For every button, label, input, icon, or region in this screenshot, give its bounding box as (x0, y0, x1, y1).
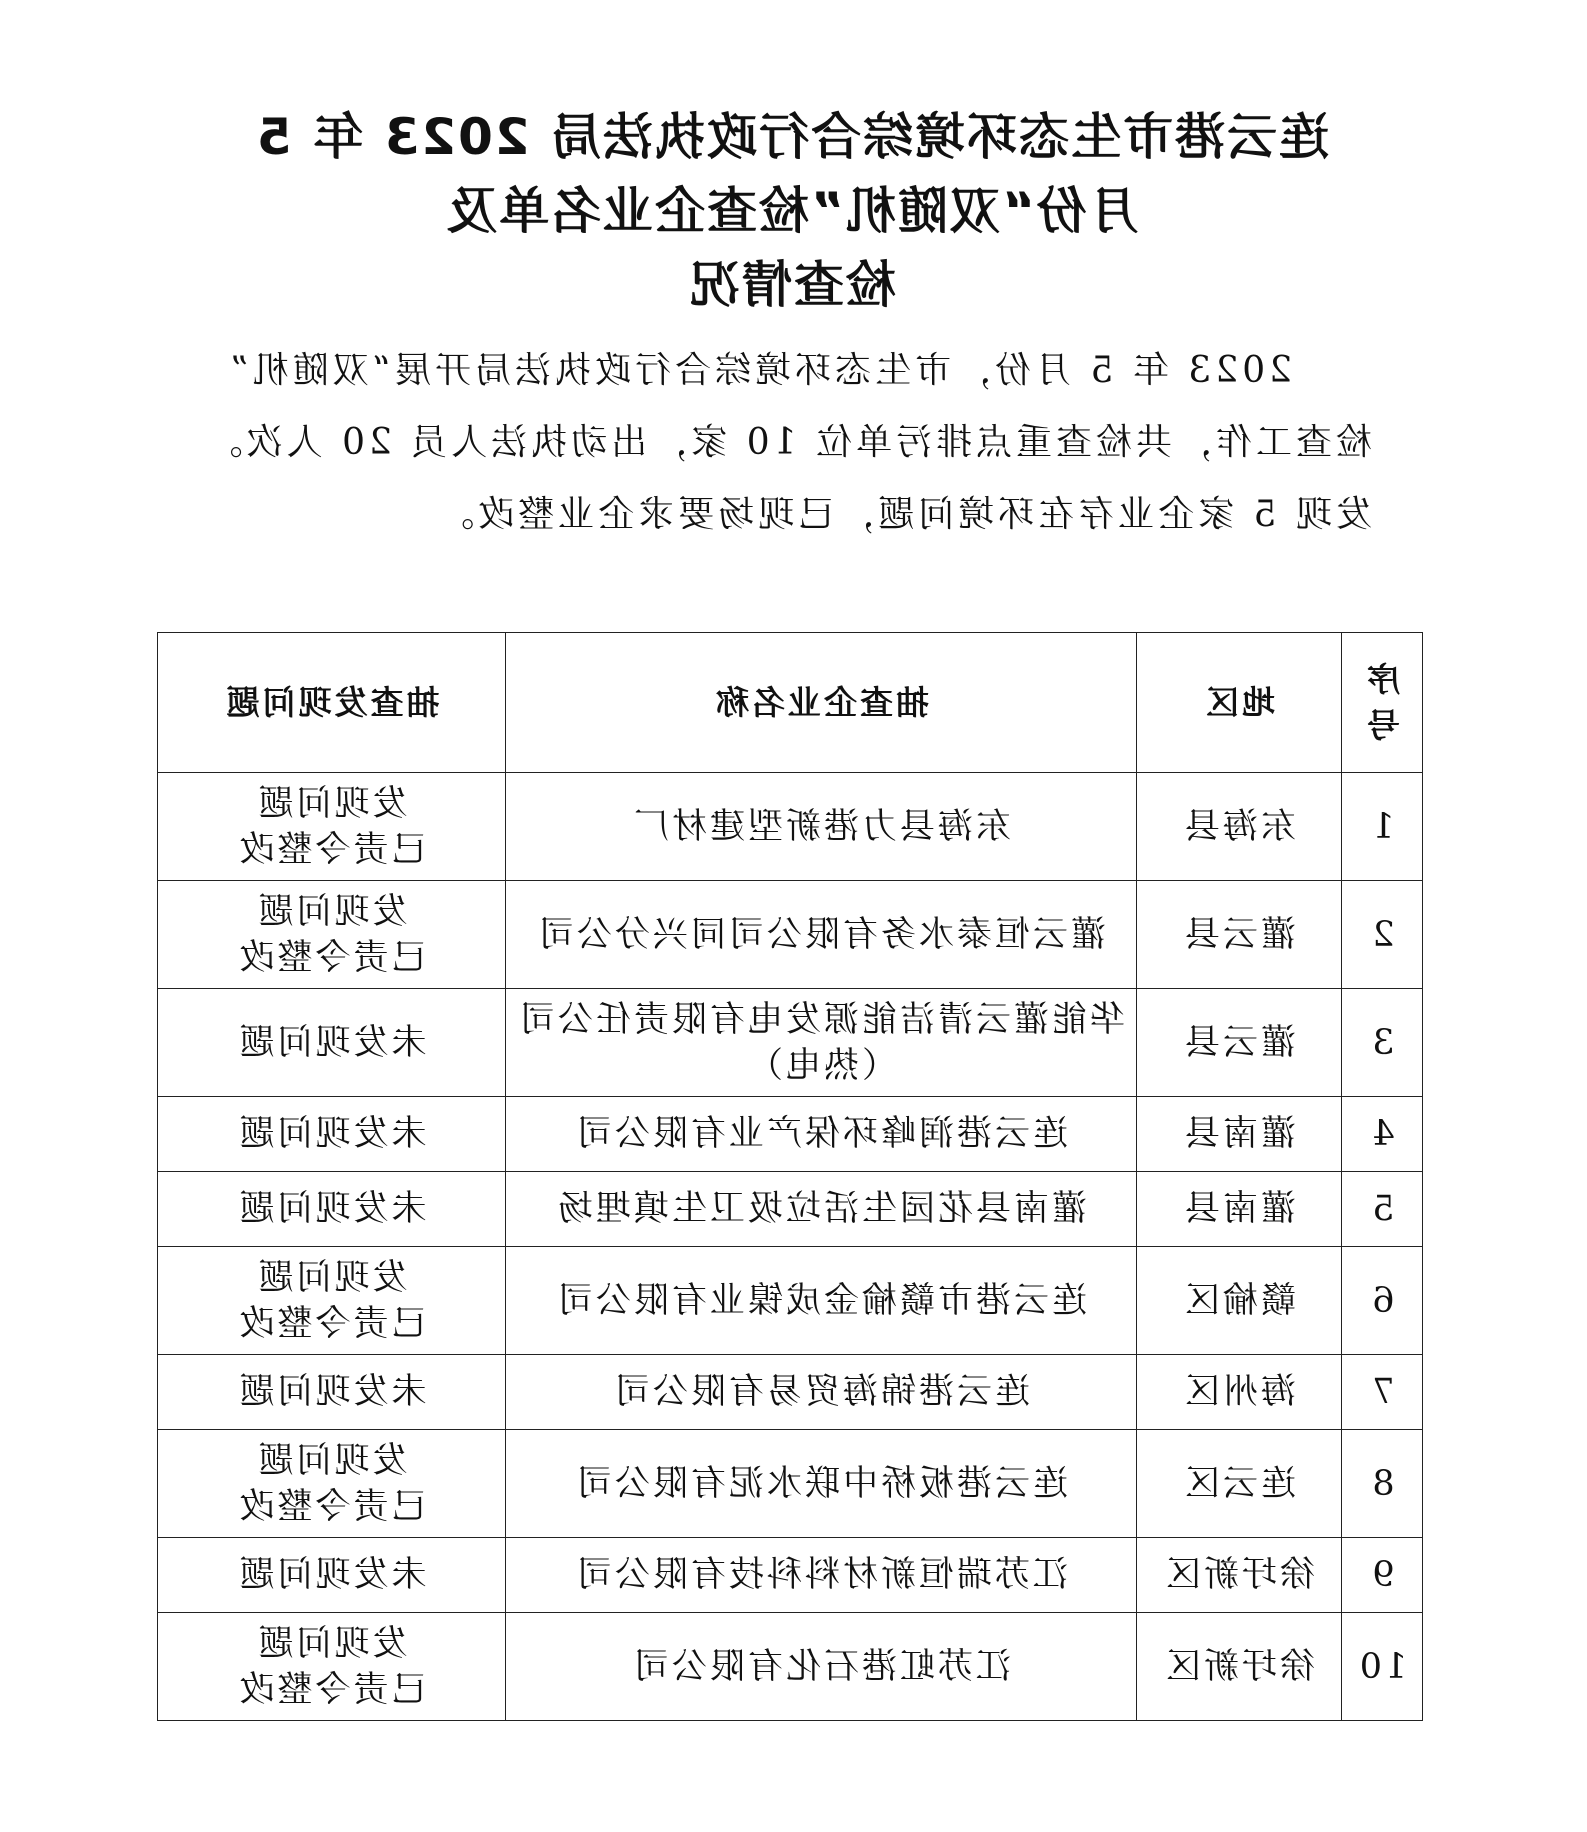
intro-line-2: 检查工作，共检查重点排污单位 10 家，出动执法人员 20 人次。 (202, 422, 1372, 463)
intro-paragraph (192, 335, 1372, 551)
cell-result (158, 773, 506, 881)
cell-area: 灌云县 (1137, 989, 1342, 1097)
table-row (158, 1355, 1423, 1430)
intro-line-1: 2023 年 5 月份，市生态环境综合行政执法局开展“双随机” (226, 350, 1292, 391)
header-enterprise: 抽查企业名称 (506, 633, 1137, 773)
table-body (158, 773, 1423, 1721)
table-row (158, 1247, 1423, 1355)
cell-result-line: 未发现问题 (236, 1189, 427, 1229)
cell-result (158, 1430, 506, 1538)
cell-result-line: 未发现问题 (236, 1555, 427, 1595)
cell-area: 徐圩新区 (1137, 1538, 1342, 1613)
cell-enterprise: 连云港润峰环保产业有限公司 (506, 1097, 1137, 1172)
cell-result (158, 1097, 506, 1172)
cell-result-line: 未发现问题 (236, 1114, 427, 1154)
cell-result-line: 发现问题 (255, 1257, 408, 1298)
title-line-3: 检查情况 (688, 256, 896, 314)
cell-serial-number: 1 (1342, 773, 1423, 881)
cell-result-line: 未发现问题 (236, 1022, 427, 1063)
cell-result-line: 已责令整改 (236, 1669, 427, 1710)
cell-serial-number: 10 (1342, 1613, 1423, 1721)
cell-serial-number: 9 (1342, 1538, 1423, 1613)
cell-enterprise: 灌南县花园生活垃圾卫生填埋场 (506, 1172, 1137, 1247)
inspection-table (157, 632, 1423, 1721)
header-serial-number-2: 号 (1364, 705, 1400, 745)
cell-area: 赣榆区 (1137, 1247, 1342, 1355)
cell-serial-number: 3 (1342, 989, 1423, 1097)
table-row (158, 989, 1423, 1097)
header-area: 地区 (1137, 633, 1342, 773)
header-serial-number (1342, 633, 1423, 773)
intro-line-3: 发现 5 家企业存在环境问题，已现场要求企业整改。 (434, 494, 1372, 535)
cell-serial-number: 7 (1342, 1355, 1423, 1430)
cell-serial-number: 5 (1342, 1172, 1423, 1247)
cell-serial-number: 6 (1342, 1247, 1423, 1355)
cell-enterprise: 华能灌云清洁能源发电有限责任公司（热电） (506, 989, 1137, 1097)
cell-result-line: 发现问题 (255, 783, 408, 824)
cell-result (158, 989, 506, 1097)
cell-enterprise: 连云港板桥中联水泥有限公司 (506, 1430, 1137, 1538)
cell-area: 灌南县 (1137, 1172, 1342, 1247)
cell-serial-number: 8 (1342, 1430, 1423, 1538)
cell-enterprise: 江苏瑞恒新材料科技有限公司 (506, 1538, 1137, 1613)
cell-result (158, 1247, 506, 1355)
table-row (158, 773, 1423, 881)
cell-result (158, 1355, 506, 1430)
cell-area: 徐圩新区 (1137, 1613, 1342, 1721)
document-title (227, 100, 1357, 322)
cell-serial-number: 2 (1342, 881, 1423, 989)
cell-area: 灌南县 (1137, 1097, 1342, 1172)
table-row (158, 1538, 1423, 1613)
cell-area: 灌云县 (1137, 881, 1342, 989)
cell-result-line: 已责令整改 (236, 1486, 427, 1527)
cell-enterprise: 连云港市赣榆金成镍业有限公司 (506, 1247, 1137, 1355)
cell-result-line: 发现问题 (255, 1440, 408, 1481)
table-header-row (158, 633, 1423, 773)
cell-result (158, 881, 506, 989)
cell-serial-number: 4 (1342, 1097, 1423, 1172)
cell-enterprise: 连云港锦海贸易有限公司 (506, 1355, 1137, 1430)
cell-result-line: 已责令整改 (236, 1303, 427, 1344)
title-line-2: 月份“双随机”检查企业名单及 (445, 182, 1139, 240)
cell-result-line: 发现问题 (255, 891, 408, 932)
header-result: 抽查发现问题 (158, 633, 506, 773)
table-row (158, 1172, 1423, 1247)
table-row (158, 1613, 1423, 1721)
table-row (158, 1430, 1423, 1538)
cell-result (158, 1538, 506, 1613)
title-line-1: 连云港市生态环境综合行政执法局 2023 年 5 (254, 108, 1330, 166)
cell-result-line: 已责令整改 (236, 937, 427, 978)
table-row (158, 881, 1423, 989)
table-row (158, 1097, 1423, 1172)
cell-result-line: 发现问题 (255, 1623, 408, 1664)
cell-result-line: 未发现问题 (236, 1372, 427, 1412)
cell-area: 东海县 (1137, 773, 1342, 881)
cell-enterprise: 东海县力港新型建材厂 (506, 773, 1137, 881)
cell-result (158, 1613, 506, 1721)
header-serial-number-1: 序 (1364, 659, 1400, 699)
cell-area: 连云区 (1137, 1430, 1342, 1538)
cell-result (158, 1172, 506, 1247)
cell-enterprise: 灌云恒泰水务有限公司同兴分公司 (506, 881, 1137, 989)
cell-enterprise: 江苏虹港石化有限公司 (506, 1613, 1137, 1721)
cell-result-line: 已责令整改 (236, 829, 427, 870)
cell-area: 海州区 (1137, 1355, 1342, 1430)
